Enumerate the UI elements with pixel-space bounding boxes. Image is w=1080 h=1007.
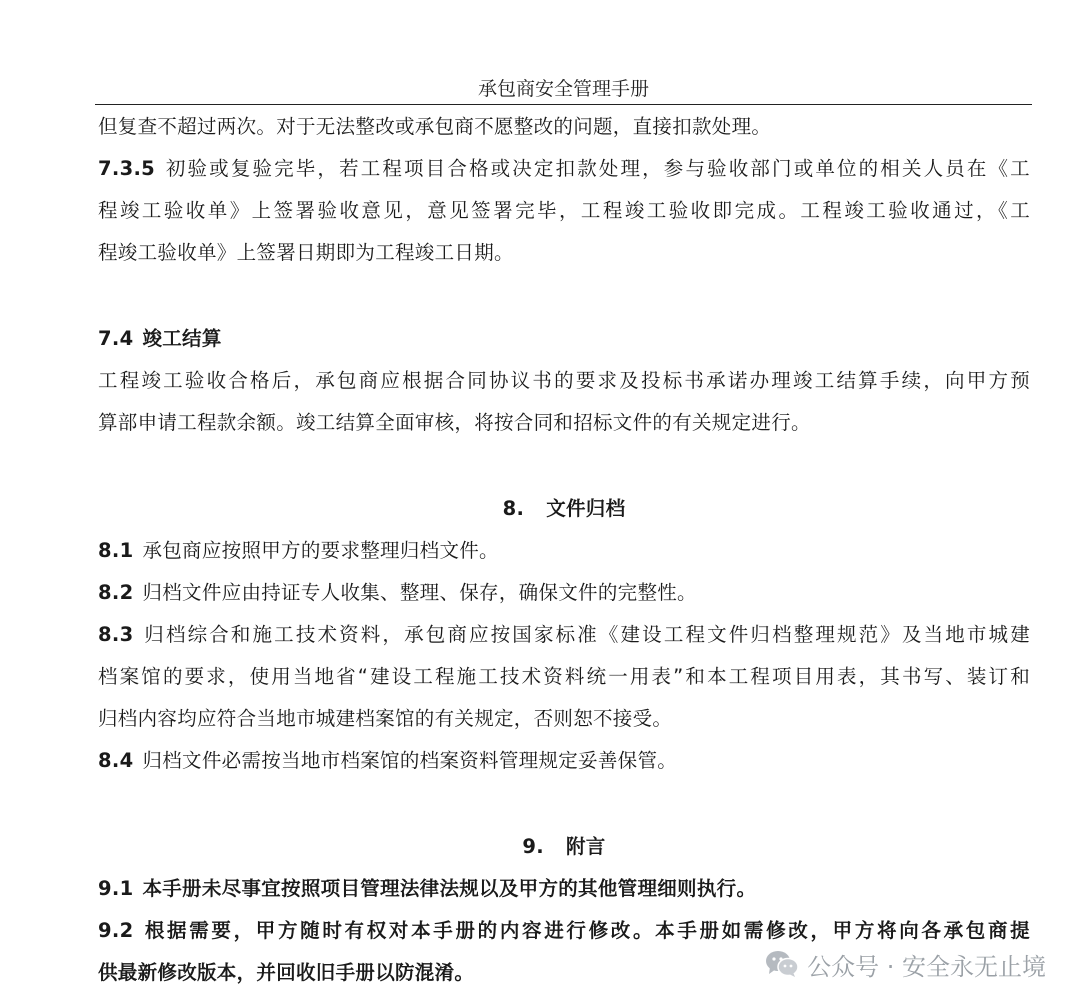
paragraph-text: 程竣工验收单》上签署日期即为工程竣工日期。 (98, 241, 514, 264)
section-number: 7.3.5 (98, 157, 156, 180)
section-7-4-line-1 (98, 360, 1030, 402)
paragraph-text: 归档文件必需按当地市档案馆的档案资料管理规定妥善保管。 (142, 749, 678, 772)
section-7-4-line-2 (98, 402, 1030, 444)
section-7-4-heading (98, 318, 1030, 360)
section-8-3-line-1 (98, 614, 1030, 656)
wechat-icon (765, 950, 799, 978)
paragraph-text: 承包商应按照甲方的要求整理归档文件。 (142, 539, 499, 562)
paragraph-text: 根据需要，甲方随时有权对本手册的内容进行修改。本手册如需修改，甲方将向各承包商提 (142, 919, 1030, 942)
watermark (765, 944, 1046, 984)
section-8-1 (98, 530, 1030, 572)
watermark-text: 公众号 · 安全永无止境 (807, 952, 1046, 981)
section-8-3-line-3 (98, 698, 1030, 740)
section-7-3-5-line-3 (98, 232, 1030, 274)
section-7-3-5-line-1 (98, 148, 1030, 190)
paragraph-text: 供最新修改版本，并回收旧手册以防混淆。 (98, 961, 475, 984)
section-number: 9. (522, 835, 544, 858)
paragraph-text: 归档综合和施工技术资料，承包商应按国家标准《建设工程文件归档整理规范》及当地市城建 (142, 623, 1030, 646)
paragraph-text: 工程竣工验收合格后，承包商应根据合同协议书的要求及投标书承诺办理竣工结算手续，向甲方预 (98, 369, 1030, 392)
paragraph-text: 但复查不超过两次。对于无法整改或承包商不愿整改的问题，直接扣款处理。 (98, 115, 772, 138)
document-body (98, 106, 1030, 994)
section-8-heading (98, 488, 1030, 530)
paragraph-line (98, 106, 1030, 148)
paragraph-text: 算部申请工程款余额。竣工结算全面审核，将按合同和招标文件的有关规定进行。 (98, 411, 811, 434)
section-9-heading (98, 826, 1030, 868)
section-number: 8. (502, 497, 525, 520)
paragraph-text: 程竣工验收单》上签署验收意见，意见签署完毕，工程竣工验收即完成。工程竣工验收通过，《工 (98, 199, 1030, 222)
section-number: 8.1 (98, 539, 134, 562)
section-number: 9.2 (98, 919, 134, 942)
section-8-2 (98, 572, 1030, 614)
section-title: 文件归档 (546, 497, 626, 520)
section-7-3-5-line-2 (98, 190, 1030, 232)
paragraph-text: 本手册未尽事宜按照项目管理法律法规以及甲方的其他管理细则执行。 (142, 877, 757, 900)
section-8-3-line-2 (98, 656, 1030, 698)
paragraph-text: 归档内容均应符合当地市城建档案馆的有关规定，否则恕不接受。 (98, 707, 673, 730)
section-number: 8.4 (98, 749, 134, 772)
paragraph-text: 档案馆的要求，使用当地省“建设工程施工技术资料统一用表”和本工程项目用表，其书写、装订和 (98, 665, 1030, 688)
section-number: 8.3 (98, 623, 134, 646)
page-header (95, 74, 1032, 105)
section-9-1 (98, 868, 1030, 910)
paragraph-text: 初验或复验完毕，若工程项目合格或决定扣款处理，参与验收部门或单位的相关人员在《工 (164, 157, 1030, 180)
section-8-4 (98, 740, 1030, 782)
section-number: 8.2 (98, 581, 134, 604)
paragraph-text: 归档文件应由持证专人收集、整理、保存，确保文件的完整性。 (142, 581, 697, 604)
page-header-title: 承包商安全管理手册 (477, 78, 649, 100)
section-number: 9.1 (98, 877, 134, 900)
section-title: 附言 (565, 835, 606, 858)
section-number: 7.4 (98, 327, 134, 350)
section-title: 竣工结算 (142, 327, 222, 350)
